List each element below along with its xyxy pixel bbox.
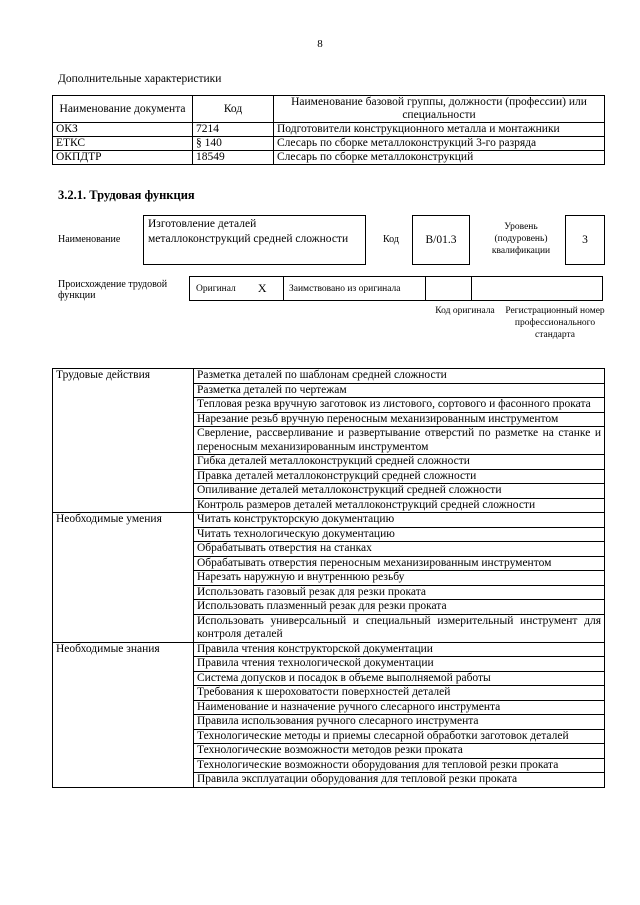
table-row xyxy=(53,556,605,571)
item-cell: Использовать плазменный резак для резки проката xyxy=(194,600,605,615)
table-row xyxy=(53,513,605,528)
item-cell: Система допусков и посадок в объеме выполняемой работы xyxy=(194,671,605,686)
table-row xyxy=(53,484,605,499)
item-cell: Правила чтения технологической документации xyxy=(194,657,605,672)
item-cell: Тепловая резка вручную заготовок из листового, сортового и фасонного проката xyxy=(194,398,605,413)
category-cell-continued xyxy=(53,469,194,484)
origin-label: Происхождение трудовой функции xyxy=(58,279,168,301)
reg-number-cell xyxy=(471,276,603,301)
table-row xyxy=(53,671,605,686)
category-cell-continued xyxy=(53,398,194,413)
code-cell: § 140 xyxy=(193,137,274,151)
item-cell: Технологические возможности оборудования для тепловой резки проката xyxy=(194,758,605,773)
category-cell-continued xyxy=(53,427,194,455)
category-cell-continued xyxy=(53,498,194,513)
category-cell-continued xyxy=(53,484,194,499)
characteristics-table xyxy=(52,95,605,165)
table-row xyxy=(53,412,605,427)
table-row xyxy=(53,700,605,715)
category-cell-continued xyxy=(53,729,194,744)
table-row xyxy=(53,642,605,657)
category-cell-continued xyxy=(53,556,194,571)
table-row xyxy=(53,398,605,413)
characteristics-row xyxy=(53,123,605,137)
category-cell: Необходимые знания xyxy=(53,642,194,657)
item-cell: Технологические возможности методов резки проката xyxy=(194,744,605,759)
category-cell-continued xyxy=(53,527,194,542)
table-row xyxy=(53,427,605,455)
table-row xyxy=(53,455,605,470)
category-cell-continued xyxy=(53,585,194,600)
category-cell-continued xyxy=(53,671,194,686)
item-cell: Использовать газовый резак для резки проката xyxy=(194,585,605,600)
category-cell-continued xyxy=(53,614,194,642)
doc-name-cell: ЕТКС xyxy=(53,137,193,151)
item-cell: Правка деталей металлоконструкций средней сложности xyxy=(194,469,605,484)
table-row xyxy=(53,715,605,730)
origin-row xyxy=(190,276,605,301)
additional-characteristics-title: Дополнительные характеристики xyxy=(58,73,222,85)
category-cell-continued xyxy=(53,542,194,557)
page-number: 8 xyxy=(317,38,323,50)
item-cell: Требования к шероховатости поверхностей деталей xyxy=(194,686,605,701)
item-cell: Обрабатывать отверстия переносным механизированным инструментом xyxy=(194,556,605,571)
table-row xyxy=(53,571,605,586)
borrowed-cell: Заимствовано из оригинала xyxy=(283,276,426,301)
code-cell: 18549 xyxy=(193,151,274,165)
table-row xyxy=(53,729,605,744)
item-cell: Правила эксплуатации оборудования для тепловой резки проката xyxy=(194,773,605,788)
characteristics-header-row xyxy=(53,96,605,123)
group-name-cell: Подготовители конструкционного металла и монтажники xyxy=(274,123,605,137)
code-label: Код xyxy=(383,234,399,245)
function-code-value: В/01.3 xyxy=(412,215,470,265)
function-name-value: Изготовление деталей металлоконструкций средней сложности xyxy=(143,215,366,265)
table-row xyxy=(53,383,605,398)
labor-function-table xyxy=(52,368,605,788)
item-cell: Технологические методы и приемы слесарной обработки заготовок деталей xyxy=(194,729,605,744)
category-cell-continued xyxy=(53,686,194,701)
item-cell: Наименование и назначение ручного слесарного инструмента xyxy=(194,700,605,715)
table-row xyxy=(53,686,605,701)
item-cell: Использовать универсальный и специальный измерительный инструмент для контроля деталей xyxy=(194,614,605,642)
category-cell-continued xyxy=(53,700,194,715)
header-code: Код xyxy=(193,96,274,123)
item-cell: Читать технологическую документацию xyxy=(194,527,605,542)
table-row xyxy=(53,614,605,642)
table-row xyxy=(53,758,605,773)
table-row xyxy=(53,469,605,484)
item-cell: Контроль размеров деталей металлоконструкций средней сложности xyxy=(194,498,605,513)
category-cell-continued xyxy=(53,600,194,615)
item-cell: Нарезание резьб вручную переносным механизированным инструментом xyxy=(194,412,605,427)
category-cell: Необходимые умения xyxy=(53,513,194,528)
doc-name-cell: ОКПДТР xyxy=(53,151,193,165)
table-row xyxy=(53,498,605,513)
table-row xyxy=(53,744,605,759)
code-cell: 7214 xyxy=(193,123,274,137)
item-cell: Правила чтения конструкторской документации xyxy=(194,642,605,657)
category-cell-continued xyxy=(53,412,194,427)
original-cell xyxy=(189,276,284,301)
category-cell-continued xyxy=(53,744,194,759)
header-doc-name: Наименование документа xyxy=(53,96,193,123)
function-title: 3.2.1. Трудовая функция xyxy=(58,188,195,202)
doc-name-cell: ОКЗ xyxy=(53,123,193,137)
item-cell: Разметка деталей по чертежам xyxy=(194,383,605,398)
header-group-name: Наименование базовой группы, должности (профессии) или специальности xyxy=(274,96,605,123)
level-label: Уровень (подуровень) квалификации xyxy=(491,222,551,256)
category-cell: Трудовые действия xyxy=(53,369,194,384)
code-original-cell xyxy=(425,276,472,301)
table-row xyxy=(53,527,605,542)
category-cell-continued xyxy=(53,657,194,672)
category-cell-continued xyxy=(53,455,194,470)
code-original-label: Код оригинала xyxy=(435,306,495,316)
reg-number-label: Регистрационный номер профессионального стандарта xyxy=(505,306,605,340)
item-cell: Гибка деталей металлоконструкций средней сложности xyxy=(194,455,605,470)
table-row xyxy=(53,585,605,600)
item-cell: Сверление, рассверливание и развертывание отверстий по разметке на станке и переносным механизированным инструментом xyxy=(194,427,605,455)
category-cell-continued xyxy=(53,715,194,730)
category-cell-continued xyxy=(53,571,194,586)
name-label: Наименование xyxy=(58,234,121,245)
table-row xyxy=(53,542,605,557)
table-row xyxy=(53,369,605,384)
table-row xyxy=(53,657,605,672)
item-cell: Опиливание деталей металлоконструкций средней сложности xyxy=(194,484,605,499)
original-mark: X xyxy=(257,281,267,295)
table-row xyxy=(53,773,605,788)
item-cell: Читать конструкторскую документацию xyxy=(194,513,605,528)
item-cell: Обрабатывать отверстия на станках xyxy=(194,542,605,557)
table-row xyxy=(53,600,605,615)
original-label: Оригинал xyxy=(196,283,236,294)
level-value: 3 xyxy=(565,215,605,265)
item-cell: Разметка деталей по шаблонам средней сложности xyxy=(194,369,605,384)
characteristics-row xyxy=(53,137,605,151)
group-name-cell: Слесарь по сборке металлоконструкций 3-го разряда xyxy=(274,137,605,151)
group-name-cell: Слесарь по сборке металлоконструкций xyxy=(274,151,605,165)
item-cell: Нарезать наружную и внутреннюю резьбу xyxy=(194,571,605,586)
category-cell-continued xyxy=(53,773,194,788)
item-cell: Правила использования ручного слесарного инструмента xyxy=(194,715,605,730)
category-cell-continued xyxy=(53,383,194,398)
category-cell-continued xyxy=(53,758,194,773)
characteristics-row xyxy=(53,151,605,165)
